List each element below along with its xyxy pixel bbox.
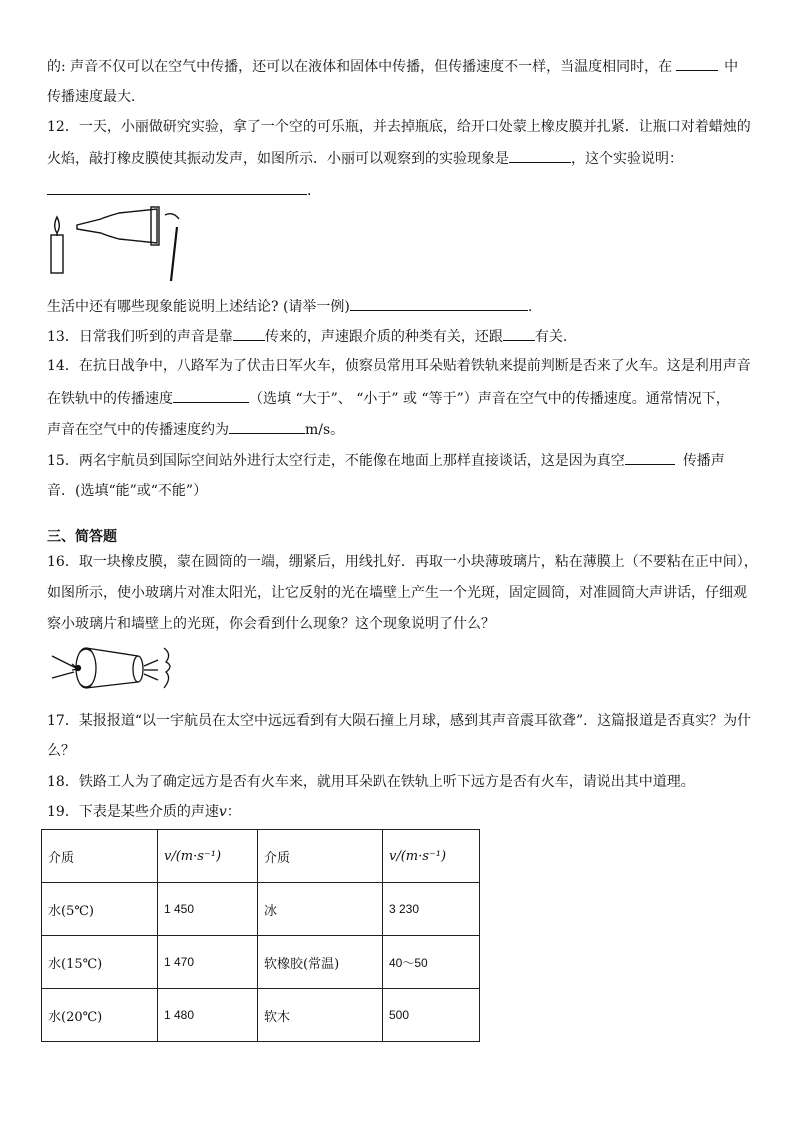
table-cell: 软橡胶(常温) [258, 936, 383, 989]
q12-phenomenon-blank[interactable] [509, 148, 571, 163]
q14-speed-blank[interactable] [229, 419, 305, 434]
table-header-cell: v/(m·s⁻¹) [383, 830, 480, 883]
q14-line-3 [47, 419, 344, 440]
q18-text: 18．铁路工人为了确定远方是否有火车来，就用耳朵趴在铁轨上听下远方是否有火车，请说出其中道理。 [47, 774, 695, 790]
q12-line-3-end: . [307, 183, 312, 199]
q14-line-1 [47, 356, 751, 376]
light-ray-icon [52, 656, 76, 668]
section-heading [47, 527, 117, 547]
candle-icon [51, 235, 63, 273]
q11-answer-blank[interactable] [676, 56, 718, 71]
stick-icon [171, 227, 177, 281]
flame-icon [55, 217, 60, 233]
q16-line-2 [47, 583, 747, 603]
q14-compare-blank[interactable] [173, 388, 249, 403]
q14-line-2 [47, 388, 730, 409]
q12-line-4 [47, 296, 532, 317]
table-cell: 3 230 [383, 883, 480, 936]
q15-blank[interactable] [625, 450, 675, 465]
q12-text-2b: ，这个实验说明： [571, 151, 683, 167]
q13-text-a: 13．日常我们听到的声音是靠 [47, 329, 233, 345]
q11-line-2 [47, 87, 145, 107]
q12-line-1 [47, 117, 751, 137]
q12-text-2a: 火焰，敲打橡皮膜使其振动发声，如图所示．小丽可以观察到的实验现象是 [47, 151, 509, 167]
q12-example-blank[interactable] [350, 296, 528, 311]
q15-line-2 [47, 481, 207, 501]
q16-text-1: 16．取一块橡皮膜，蒙在圆筒的一端，绷紧后，用线扎好．再取一小块薄玻璃片，粘在薄膜上（不要粘在正中间）， [47, 554, 758, 570]
tube-membrane-figure [50, 642, 180, 698]
table-cell: 1 480 [158, 989, 258, 1042]
table-row [42, 936, 480, 989]
table-cell: 水(15℃) [42, 936, 158, 989]
bottle-icon [77, 209, 157, 243]
table-cell: 水(5℃) [42, 883, 158, 936]
q19-line [47, 802, 241, 822]
q12-text-1: 12．一天，小丽做研究实验，拿了一个空的可乐瓶，并去掉瓶底，给开口处蒙上橡皮膜并扎紧．让瓶口对着蜡烛的 [47, 119, 751, 135]
table-row [42, 989, 480, 1042]
q16-line-1 [47, 552, 758, 572]
q12-line-3 [47, 180, 311, 201]
q16-text-3: 察小玻璃片和墙壁上的光斑，你会看到什么现象？这个现象说明了什么？ [47, 616, 495, 632]
q19-var: v [218, 804, 227, 820]
q14-text-2a: 在铁轨中的传播速度 [47, 391, 173, 407]
q13-text-c: 有关． [534, 329, 577, 345]
section-title: 三、简答题 [47, 529, 117, 545]
q17-text-2: 么？ [47, 743, 75, 759]
table-header-cell: v/(m·s⁻¹) [158, 830, 258, 883]
table-cell: 1 450 [158, 883, 258, 936]
q17-text-1: 17．某报报道“以一宇航员在太空中远远看到有大陨石撞上月球，感到其声音震耳欲聋”．这篇报道是否真实？为什 [47, 713, 752, 729]
q12-text-4: 生活中还有哪些现象能说明上述结论? (请举一例) [47, 299, 350, 315]
table-header-cell: 介质 [42, 830, 158, 883]
q15-text-1b: 传播声 [682, 453, 725, 469]
q14-text-3a: 声音在空气中的传播速度约为 [47, 422, 229, 438]
q12-line-2 [47, 148, 683, 169]
q13-blank-2[interactable] [503, 326, 535, 341]
q11-line-1 [47, 56, 738, 77]
q12-line-4-end: . [527, 299, 533, 315]
q14-text-3b: m/s。 [305, 422, 345, 438]
table-cell: 水(20℃) [42, 989, 158, 1042]
q11-text-2: 传播速度最大． [47, 89, 145, 105]
q14-text-1: 14．在抗日战争中，八路军为了伏击日军火车，侦察员常用耳朵贴着铁轨来提前判断是否来了火车。这是利用声音 [47, 358, 751, 374]
table-cell: 冰 [258, 883, 383, 936]
q19-text: 19．下表是某些介质的声速 [47, 804, 219, 820]
table-cell: 500 [383, 989, 480, 1042]
q12-explanation-blank[interactable] [47, 180, 307, 195]
table-cell: 40～50 [383, 936, 480, 989]
q15-text-1a: 15．两名宇航员到国际空间站外进行太空行走，不能像在地面上那样直接谈话，这是因为真空 [47, 453, 625, 469]
q17-line-2 [47, 741, 75, 761]
candle-bottle-figure [45, 205, 205, 285]
sound-speed-table [41, 829, 480, 1042]
q11-text-end: 中 [724, 59, 739, 75]
q17-line-1 [47, 711, 751, 731]
q11-text: 的: 声音不仅可以在空气中传播，还可以在液体和固体中传播，但传播速度不一样，当温度相同时，在 [47, 59, 673, 75]
q19-text-end: ： [226, 804, 241, 820]
table-header-row [42, 830, 480, 883]
table-row [42, 883, 480, 936]
table-header-cell: 介质 [258, 830, 383, 883]
q14-text-2b: （选填 “大于”、 “小于” 或 “等于”）声音在空气中的传播速度。通常情况下， [249, 391, 730, 407]
table-cell: 软木 [258, 989, 383, 1042]
q13-text-b: 传来的，声速跟介质的种类有关，还跟 [264, 329, 503, 345]
q16-text-2: 如图所示，使小玻璃片对准太阳光，让它反射的光在墙壁上产生一个光斑，固定圆筒，对准圆筒大声讲话，仔细观 [47, 585, 747, 601]
face-icon [164, 648, 170, 688]
q13-line [47, 326, 577, 347]
table-cell: 1 470 [158, 936, 258, 989]
q15-text-2: 音．(选填“能”或“不能”） [47, 483, 208, 499]
q13-blank-1[interactable] [233, 326, 265, 341]
q18-line [47, 772, 695, 792]
q16-line-3 [47, 614, 495, 634]
q15-line-1 [47, 450, 725, 471]
